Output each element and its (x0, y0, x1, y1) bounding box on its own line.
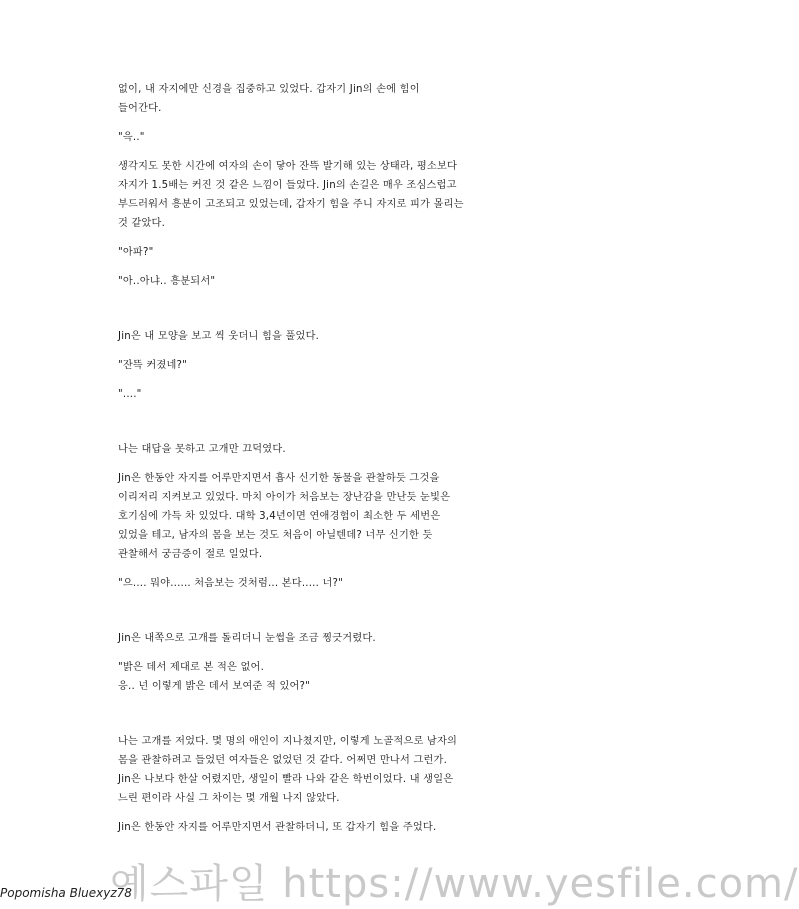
paragraph: Jin은 한동안 자지를 어루만지면서 흡사 신기한 동물을 관찰하듯 그것을 이리저리 지켜보고 있었다. 마치 아이가 처음보는 장난감을 만난듯 눈빛은 호기심에 가득 차 있었다. 대학 3,4년이면 연애경험이 최소한 두 세번은 있었을 테고, 남자의 몸을 보는 것도 처음이 아닐텐데? 너무 신기한 듯 관찰해서 궁금증이 절로 일었다. (118, 473, 451, 560)
dialogue-line: "밝은 데서 제대로 본 적은 없어. 응.. 넌 이렇게 밝은 데서 보여준 적 있어?" (118, 662, 311, 692)
dialogue-line: "...." (118, 389, 142, 400)
dialogue-line: "아파?" (118, 247, 154, 258)
dialogue-line: "으.... 뭐야...... 처음보는 것처럼... 본다..... 너?" (118, 578, 343, 589)
paragraph: 나는 고개를 저었다. 몇 명의 애인이 지나쳤지만, 이렇게 노골적으로 남자의 몸을 관찰하려고 들었던 여자들은 없었던 것 같다. 어쩌면 만나서 그런가. Jin은 나보다 한살 어렸지만, 생일이 빨라 나와 같은 학번이었다. 내 생일은 느린 편이라 사실 그 차이는 몇 개월 나지 않았다. (118, 736, 458, 804)
document-body (118, 80, 588, 847)
watermark: 예스파일 https://www.yesfile.com/ (110, 861, 799, 907)
dialogue-line: "아..아냐.. 흥분되서" (118, 276, 216, 287)
paragraph: 생각지도 못한 시간에 여자의 손이 닿아 잔뜩 발기해 있는 상태라, 평소보다 자지가 1.5배는 커진 것 같은 느낌이 들었다. Jin의 손길은 매우 조심스럽고 부드러워서 흥분이 고조되고 있었는데, 갑자기 힘을 주니 자지로 피가 몰리는 것 같았다. (118, 161, 464, 229)
paragraph: Jin은 한동안 자지를 어루만지면서 관찰하더니, 또 갑자기 힘을 주었다. (118, 822, 437, 833)
paragraph: 없이, 내 자지에만 신경을 집중하고 있었다. 갑자기 Jin의 손에 힘이 들어간다. (118, 84, 420, 114)
signature: Popomisha Bluexyz78 (0, 886, 132, 900)
paragraph: Jin은 내 모양을 보고 씩 웃더니 힘을 풀었다. (118, 331, 320, 342)
dialogue-line: "윽.." (118, 132, 145, 143)
paragraph: 나는 대답을 못하고 고개만 끄덕였다. (118, 444, 286, 455)
paragraph: Jin은 내쪽으로 고개를 돌리더니 눈썹을 조금 찡긋거렸다. (118, 633, 376, 644)
dialogue-line: "잔뜩 커졌네?" (118, 360, 188, 371)
